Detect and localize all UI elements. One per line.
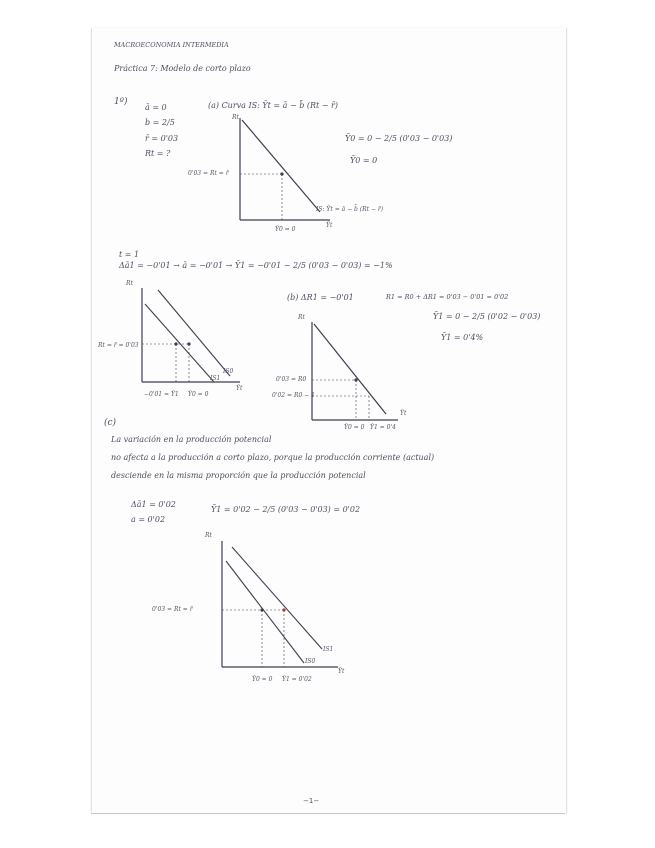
graph-shift-is1-label: IS1 (210, 375, 221, 382)
graph-b-x-label: Ỹt (400, 410, 407, 417)
given-a: ā = 0 (145, 103, 167, 112)
part-c-text-1: La variación en la producción potencial (111, 435, 272, 444)
page-bottom-edge (91, 813, 565, 814)
part-c-text-3: desciende en la misma proporción que la producción potencial (111, 471, 366, 480)
part-b-eq1: Ỹ1 = 0 − 2/5 (0'02 − 0'03) (433, 312, 541, 321)
part-b-rate: R1 = R0 + ΔR1 = 0'03 − 0'01 = 0'02 (386, 293, 509, 301)
graph-b-y-label: Rt (298, 314, 305, 321)
graph-shift-y-label: Rt (126, 280, 133, 287)
graph-a-x-label: Ỹt (326, 222, 333, 229)
graph-a-is-curve (242, 120, 320, 212)
part-b-eq2: Ỹ1 = 0'4% (441, 333, 484, 342)
given-r: r̄ = 0'03 (145, 134, 179, 143)
given-b: b = 2/5 (145, 118, 175, 127)
graph-shift-point-0 (187, 342, 190, 345)
graph-c-is1-label: IS1 (323, 646, 334, 653)
part-a-heading: (a) Curva IS: Ỹt = ā − b̄ (Rt − r̄) (208, 101, 338, 110)
graph-c-is0-curve (226, 561, 304, 663)
graph-shift-x-tick1: −0'01 = Ỹ1 (144, 391, 179, 398)
graph-b-x0-label: Ỹ0 = 0 (344, 424, 365, 431)
graph-c-x-label: Ỹt (338, 668, 345, 675)
graph-c (210, 535, 340, 675)
part-b-heading: (b) ΔR1 = −0'01 (287, 293, 354, 302)
graph-a-equilibrium-point (280, 172, 283, 175)
graph-shift-r-label: Rt = r̄ = 0'03 (98, 342, 139, 349)
graph-b-x1-label: Ỹ1 = 0'4 (370, 424, 396, 431)
part1-number: 1º) (114, 97, 128, 107)
graph-shift-point-1 (174, 342, 177, 345)
part-a-eq2: Ỹ0 = 0 (350, 156, 378, 165)
graph-b-point-0 (354, 378, 357, 381)
graph-c-point-0 (260, 608, 263, 611)
graph-b-r1-label: 0'02 = R0 − 1 (272, 392, 315, 399)
graph-shift-is0-curve (158, 290, 230, 376)
graph-c-r-label: 0'03 = Rt = r̄ (152, 606, 193, 613)
graph-a-x-tick: Ỹ0 = 0 (275, 226, 296, 233)
graph-c-point-1 (282, 608, 285, 611)
graph-shift (130, 282, 260, 397)
graph-c-is0-label: IS0 (305, 658, 316, 665)
graph-c-x1-label: Ỹ1 = 0'02 (282, 676, 312, 683)
page-number: −1− (303, 797, 320, 805)
given-rt: Rt = ? (145, 149, 171, 158)
graph-shift-x-tick0: Ỹ0 = 0 (188, 391, 209, 398)
graph-shift-x-label: Ỹt (236, 385, 243, 392)
graph-b-r0-label: 0'03 = R0 (276, 376, 307, 383)
part-c-equation: Ỹ1 = 0'02 − 2/5 (0'03 − 0'03) = 0'02 (211, 505, 361, 514)
course-title: MACROECONOMIA INTERMEDIA (114, 41, 229, 49)
graph-a-curve-label: IS: Ỹt = ā − b̄ (Rt − r̄) (316, 206, 384, 213)
graph-b (300, 316, 410, 426)
part-c-text-2: no afecta a la producción a corto plazo, porque la producción corriente (actual) (111, 453, 435, 462)
graph-c-y-label: Rt (205, 532, 212, 539)
part-a-eq1: Ỹ0 = 0 − 2/5 (0'03 − 0'03) (345, 134, 453, 143)
graph-a-y-label: Rt (232, 114, 239, 121)
part-c-a-value: a = 0'02 (131, 515, 166, 524)
shock-line: Δā1 = −0'01 → ā = −0'01 → Ỹ1 = −0'01 − 2/5 (0'03 − 0'03) = −1% (119, 261, 393, 270)
graph-a-r-label: 0'03 = Rt = r̄ (188, 170, 229, 177)
graph-c-x0-label: Ỹ0 = 0 (252, 676, 273, 683)
graph-b-is-curve (314, 324, 386, 414)
graph-shift-is0-label: IS0 (223, 368, 234, 375)
part-c-delta: Δā1 = 0'02 (131, 500, 176, 509)
graph-c-is1-curve (232, 547, 322, 649)
t-line: t = 1 (119, 250, 140, 259)
practice-title: Práctica 7: Modelo de corto plazo (114, 64, 251, 73)
part-c-label: (c) (104, 418, 117, 428)
